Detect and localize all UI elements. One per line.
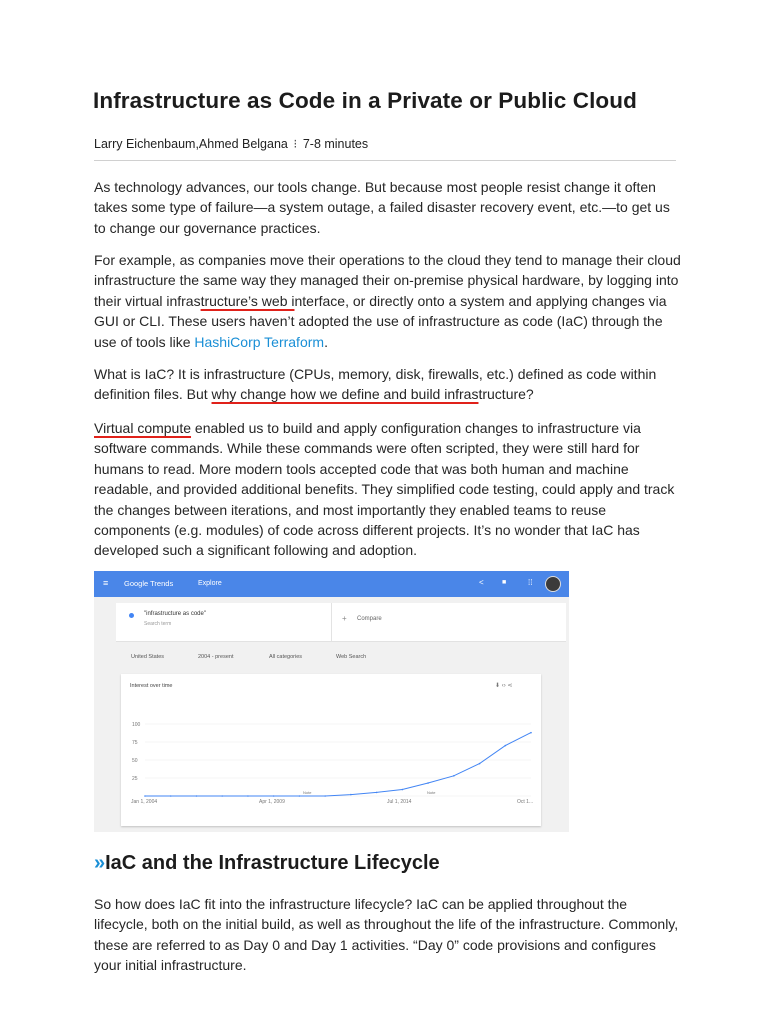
article-title: Infrastructure as Code in a Private or Public Cloud <box>93 88 637 113</box>
data-point-6 <box>299 795 301 797</box>
byline-separator: ⁝ <box>293 137 298 151</box>
x-tick-2014: Jul 1, 2014 <box>387 799 412 805</box>
read-time: 7-8 minutes <box>302 137 369 151</box>
plus-icon: + <box>342 614 347 623</box>
data-point-4 <box>247 795 249 797</box>
paragraph-what-is-iac-end: tructure? <box>478 386 534 403</box>
x-tick-2009: Apr 1, 2009 <box>259 799 285 805</box>
data-point-9 <box>376 792 378 794</box>
data-point-10 <box>402 789 404 791</box>
paragraph-what-is-iac-text: What is IaC? It is infrastructure (CPUs, memory, disk, firewalls, etc.) defined as code within definition files. But <box>94 366 657 403</box>
section-marker: » <box>94 852 106 874</box>
data-point-2 <box>196 795 198 797</box>
article-byline <box>94 136 368 151</box>
share-icon: < <box>479 578 484 587</box>
series-dot-icon <box>129 613 134 618</box>
chart-note: Note <box>303 790 312 795</box>
filter-time: 2004 - present <box>198 654 234 660</box>
card-title: Interest over time <box>130 683 173 689</box>
data-point-15 <box>530 732 532 734</box>
avatar <box>545 576 561 592</box>
trends-search-sub: Search term <box>144 621 172 627</box>
trends-header-bar <box>94 571 569 597</box>
download-icon: ⬇ ‹› ⋖ <box>495 683 513 689</box>
paragraph-lifecycle: So how does IaC fit into the infrastructure lifecycle? IaC can be applied throughout the lifecycle, both on the initial build, as well as throughout the life of the infrastructure. Commonly, these are referred to as Day 0 and Day 1 activities. “Day 0” code provisions and configures your initial infrastructure. <box>94 896 679 974</box>
red-underlined-text: tructure’s web i <box>200 292 295 309</box>
data-point-5 <box>273 795 275 797</box>
title-divider <box>94 160 676 161</box>
y-tick-50: 50 <box>132 758 138 764</box>
filter-category: All categories <box>269 654 303 660</box>
chart-note-2: Note <box>427 790 436 795</box>
trends-search-panel <box>116 603 566 642</box>
y-tick-25: 25 <box>132 776 138 782</box>
data-point-1 <box>170 795 172 797</box>
paragraph-example-end: . <box>324 333 328 350</box>
data-point-12 <box>453 775 455 777</box>
section-heading <box>94 852 440 875</box>
filter-region: United States <box>131 654 165 660</box>
paragraph-example <box>94 250 684 352</box>
paragraph-what-is-iac <box>94 364 684 405</box>
red-underlined-text-2: why change how we define and build infras <box>211 386 479 403</box>
trends-brand: Google Trends <box>124 579 174 588</box>
hashicorp-terraform-link[interactable]: HashiCorp Terraform <box>194 333 325 350</box>
paragraph-intro: As technology advances, our tools change. But because most people resist change it often takes some type of failure—a system outage, a failed disaster recovery event, etc.—to get us to change our governance practices. <box>94 179 670 236</box>
paragraph-virtual-compute-text: enabled us to build and apply configuration changes to infrastructure via software commands. While these commands were often scripted, they were still hard for humans to read. More modern tools accepted code that was both human and machine readable, and provided additional benefits. They simplified code testing, could apply and track the changes between iterations, and most importantly they enabled teams to reuse components (e.g. modules) of code across different projects. It’s no wonder that IaC has developed such a significant following and adoption. <box>94 420 675 559</box>
apps-icon: ⁞⁞ <box>528 578 533 587</box>
search-divider <box>331 603 332 641</box>
menu-icon: ≡ <box>103 578 109 588</box>
author-names: Larry Eichenbaum,Ahmed Belgana <box>94 137 288 151</box>
data-point-7 <box>324 795 326 797</box>
interest-over-time-card <box>121 674 541 826</box>
data-point-8 <box>350 794 352 796</box>
data-point-13 <box>479 763 481 765</box>
data-point-14 <box>504 745 506 747</box>
trends-search-term: "infrastructure as code" <box>144 611 206 617</box>
filter-search-type: Web Search <box>336 654 367 660</box>
data-point-0 <box>144 795 146 797</box>
x-tick-2004: Jan 1, 2004 <box>131 799 158 805</box>
google-trends-screenshot <box>94 571 569 832</box>
paragraph-example-text: For example, as companies move their operations to the cloud they tend to manage their cloud infrastructure the same way they managed their on-premise physical hardware, by logging into their virtual infras <box>94 252 681 309</box>
y-tick-100: 100 <box>132 722 141 728</box>
red-underlined-text-3: Virtual compute <box>94 420 192 436</box>
data-point-11 <box>427 782 429 784</box>
paragraph-example-text-2: nterface, or directly onto a system and applying changes via GUI or CLI. These users haven’t adopted the use of infrastructure as code (IaC) through the use of tools like <box>94 292 667 350</box>
y-tick-75: 75 <box>132 740 138 746</box>
trends-filter-row <box>94 649 569 665</box>
section-heading-text: IaC and the Infrastructure Lifecycle <box>105 852 440 874</box>
feedback-icon: ■ <box>502 579 507 586</box>
trends-nav-explore: Explore <box>198 580 222 587</box>
x-tick-end: Oct 1... <box>517 799 534 805</box>
data-point-3 <box>221 795 223 797</box>
interest-line-chart <box>121 674 541 826</box>
trends-compare: Compare <box>357 616 382 622</box>
paragraph-virtual-compute <box>94 418 684 561</box>
